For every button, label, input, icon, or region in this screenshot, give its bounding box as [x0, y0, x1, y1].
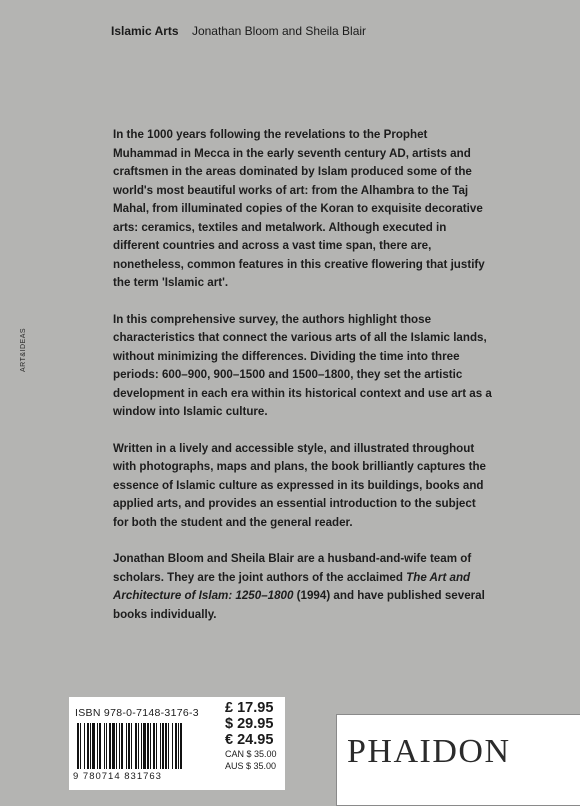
barcode-bar: [116, 723, 117, 769]
isbn: ISBN 978-0-7148-3176-3: [75, 707, 199, 719]
barcode-bar: [97, 723, 98, 769]
barcode-bar: [131, 723, 132, 769]
barcode-bar: [109, 723, 111, 769]
barcode-bar: [119, 723, 120, 769]
price-list: [225, 700, 283, 771]
barcode-bar: [168, 723, 169, 769]
barcode-bar: [121, 723, 123, 769]
author-bio: [113, 550, 493, 624]
barcode-bar: [180, 723, 182, 769]
price-eur: € 24.95: [225, 732, 274, 748]
barcode-block: [69, 697, 285, 790]
barcode-bar: [84, 723, 85, 769]
barcode-bar: [138, 723, 139, 769]
barcode: [77, 723, 221, 769]
publisher-logo-box: [336, 714, 580, 806]
barcode-bar: [162, 723, 164, 769]
book-title: Islamic Arts: [111, 24, 179, 38]
barcode-bar: [87, 723, 89, 769]
author-bio-text-2: (1994) and have published several books individually.: [113, 589, 485, 621]
barcode-bar: [104, 723, 105, 769]
barcode-bar: [150, 723, 151, 769]
barcode-bar: [165, 723, 167, 769]
barcode-bar: [178, 723, 179, 769]
barcode-bar: [106, 723, 107, 769]
barcode-bar: [175, 723, 177, 769]
barcode-bar: [143, 723, 146, 769]
author-bio-text-1: Jonathan Bloom and Sheila Blair are a husband-and-wife team of scholars. They are the joint authors of the acclaimed: [113, 552, 472, 584]
barcode-bar: [77, 723, 79, 769]
barcode-bar: [80, 723, 81, 769]
blurb: [113, 126, 493, 642]
barcode-bar: [135, 723, 137, 769]
publisher-logo: PHAIDON: [347, 733, 511, 770]
barcode-bar: [112, 723, 115, 769]
barcode-bar: [126, 723, 127, 769]
price-usd: $ 29.95: [225, 716, 274, 732]
blurb-paragraph-2: In this comprehensive survey, the authors highlight those characteristics that connect the various arts of all the Islamic lands, without minimizing the differences. Dividing the time into three periods: 600–900, 900–1500 and 1500–1800, they set the artistic development in each era within its historical context and use art as a window into Islamic culture.: [113, 312, 492, 418]
barcode-bar: [128, 723, 130, 769]
barcode-bar: [153, 723, 155, 769]
book-authors: Jonathan Bloom and Sheila Blair: [191, 24, 367, 38]
barcode-bar: [172, 723, 173, 769]
price-gbp: £ 17.95: [225, 700, 274, 716]
price-cad: CAN $ 35.00: [225, 749, 277, 759]
barcode-bar: [147, 723, 149, 769]
series-label: ART&IDEAS: [20, 327, 27, 372]
barcode-digits: 9 780714 831763: [73, 771, 162, 782]
blurb-paragraph-3: Written in a lively and accessible style, and illustrated throughout with photographs, maps and plans, the book brilliantly captures the essence of Islamic culture as expressed in its buildings, books and applied arts, and provides an essential introduction to the subject for both the student and the general reader.: [113, 441, 486, 529]
barcode-bar: [156, 723, 157, 769]
price-aud: AUS $ 35.00: [225, 760, 277, 771]
barcode-bar: [160, 723, 161, 769]
barcode-bar: [141, 723, 142, 769]
barcode-bar: [90, 723, 91, 769]
barcode-bar: [92, 723, 95, 769]
header: [111, 24, 366, 38]
barcode-bar: [99, 723, 101, 769]
blurb-paragraph-1: In the 1000 years following the revelations to the Prophet Muhammad in Mecca in the early seventh century AD, artists and craftsmen in the areas dominated by Islam produced some of the world's most beautiful works of art: from the Alhambra to the Taj Mahal, from illuminated copies of the Koran to exquisite decorative arts: ceramics, textiles and metalwork. Although executed in different countries and across a vast time span, there are, nonetheless, common features in this creative flowering that justify the term 'Islamic art'.: [113, 128, 485, 289]
author-bio-book-title: The Art and Architecture of Islam: 1250–1800: [113, 570, 471, 602]
